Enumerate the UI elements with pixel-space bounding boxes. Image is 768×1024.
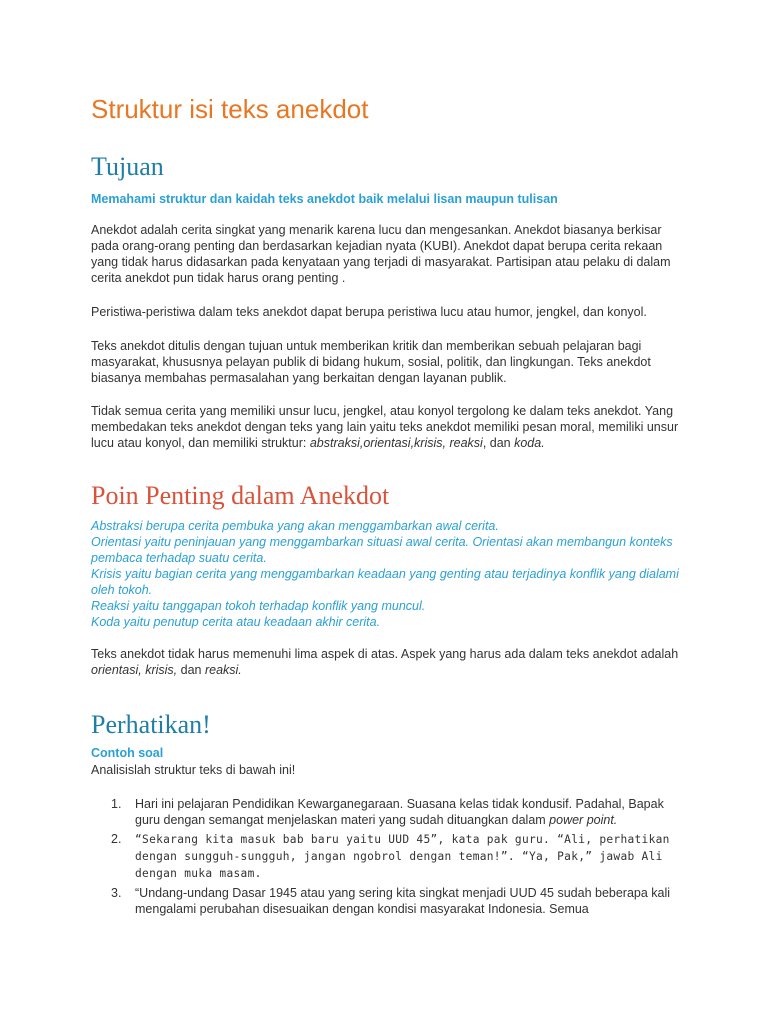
aspects-terms: orientasi, krisis, [91, 663, 178, 677]
poin-item-koda: Koda yaitu penutup cerita atau keadaan akhir cerita. [91, 615, 381, 629]
list-item-number: 1. [111, 797, 122, 811]
document-title: Struktur isi teks anekdot [91, 94, 369, 124]
aspects-text: Teks anekdot tidak harus memenuhi lima aspek di atas. Aspek yang harus ada dalam teks anekdot adalah [91, 647, 679, 661]
poin-item-reaksi: Reaksi yaitu tanggapan tokoh terhadap konflik yang muncul. [91, 599, 426, 613]
poin-item-abstraksi: Abstraksi berupa cerita pembuka yang akan menggambarkan awal cerita. [91, 519, 499, 533]
paragraph-definition: Anekdot adalah cerita singkat yang menarik karena lucu dan mengesankan. Anekdot biasanya berkisar pada orang-orang penting dan berdasarkan kejadian nyata (KUBI). Anekdot dapat berupa cerita rekaan yang tidak harus didasarkan pada kenyataan yang terjadi di masyarakat. Partisipan atau pelaku di dalam cerita anekdot pun tidak harus orang penting . [91, 223, 671, 285]
paragraph-required-aspects [91, 646, 691, 678]
list-item-text: Hari ini pelajaran Pendidikan Kewarganegaraan. Suasana kelas tidak kondusif. Padahal, Bapak guru dengan semangat menjelaskan materi yang sudah dituangkan dalam [135, 797, 664, 827]
aspects-reaksi: reaksi. [204, 663, 242, 677]
list-item [91, 885, 681, 917]
tujuan-subheading: Memahami struktur dan kaidah teks anekdot baik melalui lisan maupun tulisan [91, 192, 558, 206]
instruction-text: Analisislah struktur teks di bawah ini! [91, 763, 296, 777]
structure-text: Tidak semua cerita yang memiliki unsur lucu, jengkel, atau konyol tergolong ke dalam teks anekdot. Yang membedakan teks anekdot dengan teks yang lain yaitu teks anekdot memiliki pesan moral, memiliki unsur lucu atau konyol, dan memiliki struktur: [91, 404, 679, 450]
question-list [91, 796, 681, 920]
poin-item-krisis: Krisis yaitu bagian cerita yang menggambarkan keadaan yang genting atau terjadinya konflik yang dialami oleh tokoh. [91, 567, 679, 597]
aspects-conjunction: dan [177, 663, 205, 677]
heading-poin-penting: Poin Penting dalam Anekdot [91, 481, 390, 510]
heading-perhatikan: Perhatikan! [91, 710, 211, 739]
list-item-number: 3. [111, 886, 122, 900]
paragraph-structure [91, 403, 691, 451]
heading-tujuan: Tujuan [91, 152, 164, 181]
list-item-text: “Sekarang kita masuk bab baru yaitu UUD 45”, kata pak guru. “Ali, perhatikan dengan sungguh-sungguh, jangan ngobrol dengan teman!”. “Ya, Pak,” jawab Ali dengan muka masam. [135, 833, 670, 880]
poin-list [91, 518, 691, 630]
paragraph-purpose: Teks anekdot ditulis dengan tujuan untuk memberikan kritik dan memberikan sebuah pelajaran bagi masyarakat, khususnya pelayan publik di bidang hukum, sosial, politik, dan lingkungan. Teks anekdot biasanya membahas permasalahan yang berkaitan dengan layanan publik. [91, 339, 651, 385]
poin-item-orientasi: Orientasi yaitu peninjauan yang menggambarkan situasi awal cerita. Orientasi akan membangun konteks pembaca terhadap suatu cerita. [91, 535, 673, 565]
list-item [91, 831, 681, 882]
structure-koda: koda. [514, 436, 545, 450]
list-item-italic: power point. [549, 813, 618, 827]
list-item [91, 796, 681, 828]
paragraph-events: Peristiwa-peristiwa dalam teks anekdot dapat berupa peristiwa lucu atau humor, jengkel, dan konyol. [91, 305, 647, 319]
list-item-number: 2. [111, 832, 122, 846]
structure-terms: abstraksi,orientasi,krisis, reaksi [309, 436, 483, 450]
contoh-soal-label: Contoh soal [91, 746, 164, 760]
structure-conjunction: , dan [482, 436, 515, 450]
list-item-text: “Undang-undang Dasar 1945 atau yang sering kita singkat menjadi UUD 45 sudah beberapa kali mengalami perubahan disesuaikan dengan kondisi masyarakat Indonesia. Semua [135, 886, 671, 916]
